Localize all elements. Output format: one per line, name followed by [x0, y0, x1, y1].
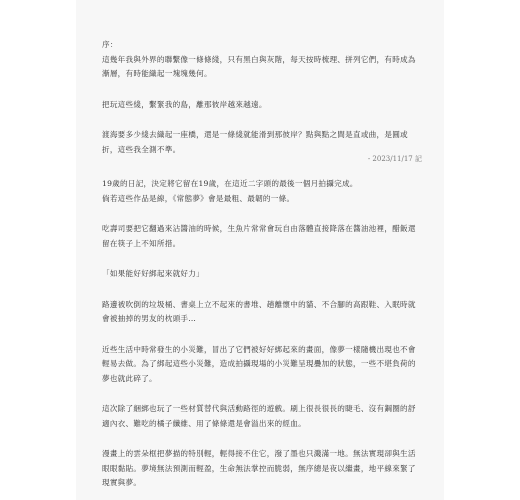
preface-paragraph: 這幾年我與外界的聯繫像一條條綫，只有黑白與灰階，每天按時梳理、拼列它們，有時成為漸層，有時能織起一塊塊幾何。	[102, 54, 416, 78]
body-paragraph: 倘若這些作品是線，《常態夢》會是最粗、最韌的一條。	[102, 193, 295, 203]
body-paragraph: 路邊被吹倒的垃圾桶、書桌上立不起來的書堆、趟離懷中的貓、不合腳的高跟鞋、入眠時就會被抽掉的男友的枕頭手…	[102, 299, 416, 323]
body-paragraph: 19歲的日記，決定將它留在19歲，在這近二字頭的最後一個月拍攝完成。	[102, 179, 358, 188]
quote-line: 「如果能好好綁起來就好力」	[102, 269, 204, 278]
body-paragraph: 漫畫上的雲朵框把夢描的特別輕，輕得接不住它，潑了墨也只濺滿一地。無法實現卻與生活眼眼黏貼。夢境無法預測而輕盈，生命無法掌控而脆弱，無序總是夜以繼畫，地平線來緊了現實與夢。	[102, 449, 416, 487]
preface-heading: 序：	[102, 40, 118, 49]
document-page	[76, 0, 444, 500]
body-paragraph: 吃壽司要把它翻過來沾醬油的時候，生魚片常常會玩自由落體直接降落在醬油池裡，醋飯還留在筷子上不知所措。	[102, 224, 416, 248]
body-paragraph: 這次除了綑綁也玩了一些材質替代與活動路徑的遊戲。刷上很長很長的睫毛、沒有鋼圈的舒適內衣、難吃的橘子纖維、用了條條還是會溢出來的經血。	[102, 404, 416, 428]
preface-signature: - 2023/11/17 記	[367, 155, 422, 163]
preface-paragraph: 把玩這些綫，繫緊我的島，離那彼岸越來越遠。	[102, 99, 267, 109]
preface-paragraph: 渡海要多少綫去織起一座橋，還是一條綫就能滑到那彼岸？點與點之間是直或曲，是圓或折，這些我全測不準。	[102, 130, 408, 154]
body-paragraph: 近些生活中時常發生的小災難，冒出了它們被好好綁起來的畫面，像夢一樣隨機出現也不會輕易去做。為了綁起這些小災難，造成拍攝現場的小災難呈現疊加的狀態，一些不堪負荷的夢也就此碎了。	[102, 344, 416, 383]
